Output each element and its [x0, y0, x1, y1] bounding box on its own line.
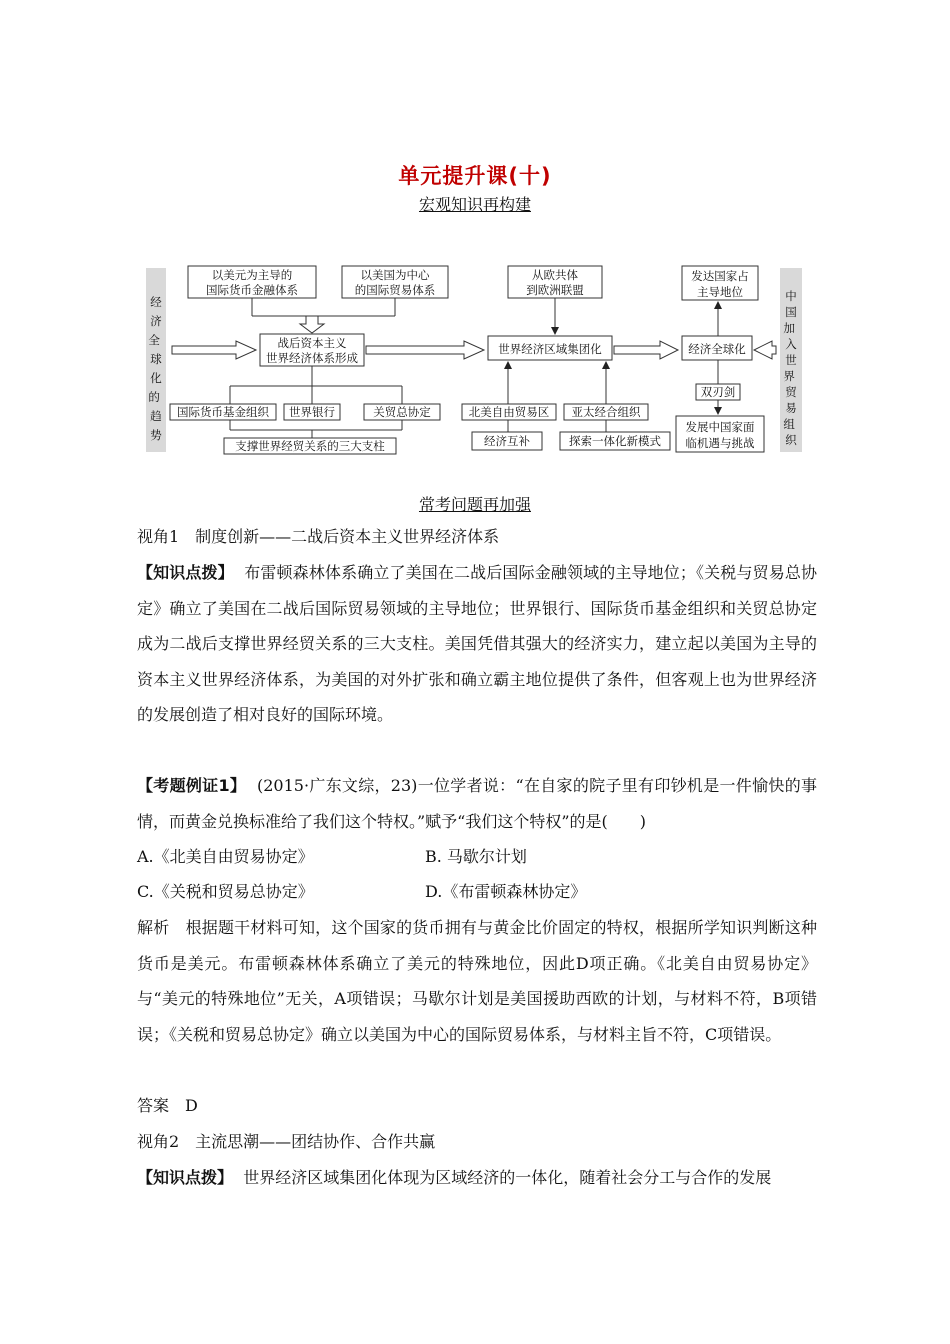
option-d: D.《布雷顿森林协定》 — [425, 882, 587, 901]
view2-knowledge-paragraph — [137, 1160, 817, 1196]
label-eu-1: 从欧共体 — [532, 268, 578, 282]
label-sword: 双刃剑 — [700, 385, 736, 399]
view1-heading: 视角1 制度创新——二战后资本主义世界经济体系 — [137, 527, 500, 546]
example-paragraph — [137, 768, 817, 839]
page-subtitle: 宏观知识再构建 — [418, 195, 531, 214]
analysis-paragraph: 解析 根据题干材料可知，这个国家的货币拥有与黄金比价固定的特权，根据所学知识判断这种货币是美元。布雷顿森林体系确立了美元的特殊地位，因此D项正确。《北美自由贸易协定》与“美元的特殊地位”无关，A项错误；马歇尔计划是美国援助西欧的计划，与材料不符，B项错误；《关税和贸易总协定》确立以美国为中心的国际贸易体系，与材料主旨不符，C项错误。 — [137, 918, 817, 1044]
label-apec: 亚太经合组织 — [571, 405, 641, 419]
label-world-bank: 世界银行 — [289, 405, 335, 419]
label-trade-2: 的国际贸易体系 — [354, 283, 436, 297]
label-postwar-1: 战后资本主义 — [277, 336, 347, 350]
view1-knowledge-text: 布雷顿森林体系确立了美国在二战后国际金融领域的主导地位；《关税与贸易总协定》确立了美国在二战后国际贸易领域的主导地位；世界银行、国际货币基金组织和关贸总协定成为二战后支撑世界经贸关系的三大支柱。美国凭借其强大的经济实力，建立起以美国为主导的资本主义世界经济体系，为美国的对外扩张和确立霸主地位提供了条件，但客观上也为世界经济的发展创造了相对良好的国际环境。 — [137, 563, 817, 725]
label-developed-1: 发达国家占 — [691, 269, 749, 283]
answer: 答案 D — [137, 1096, 198, 1115]
label-new-model: 探索一体化新模式 — [569, 434, 661, 448]
option-c: C.《关税和贸易总协定》 — [137, 882, 314, 901]
label-pillars: 支撑世界经贸关系的三大支柱 — [235, 439, 385, 453]
view1-knowledge-paragraph — [137, 555, 817, 733]
label-dollar-2: 国际货币金融体系 — [206, 283, 298, 297]
view2-knowledge-text: 世界经济区域集团化体现为区域经济的一体化，随着社会分工与合作的发展 — [243, 1168, 772, 1187]
knowledge-label-2: 【知识点拨】 — [137, 1168, 234, 1187]
view2-heading: 视角2 主流思潮——团结协作、合作共赢 — [137, 1132, 436, 1151]
left-side-label: 经济全 球化的 趋势 — [148, 295, 162, 442]
section-title: 常考问题再加强 — [418, 495, 531, 514]
label-china-1: 发展中国家面 — [685, 420, 755, 434]
label-regional: 世界经济区域集团化 — [498, 342, 602, 356]
label-eu-2: 到欧洲联盟 — [526, 283, 584, 297]
example-text: (2015·广东文综，23)一位学者说：“在自家的院子里有印钞机是一件愉快的事情，而黄金兑换标准给了我们这个特权。”赋予“我们这个特权”的是( ) — [137, 776, 817, 831]
knowledge-diagram — [140, 258, 810, 456]
option-b: B. 马歇尔计划 — [425, 847, 527, 866]
page-title: 单元提升课(十) — [398, 164, 552, 188]
right-side-label: 中国加 入世界 贸易组 织 — [783, 289, 797, 447]
label-nafta: 北美自由贸易区 — [468, 405, 550, 419]
label-china-2: 临机遇与挑战 — [685, 436, 755, 450]
label-developed-2: 主导地位 — [697, 285, 743, 299]
option-a: A.《北美自由贸易协定》 — [137, 847, 314, 866]
label-postwar-2: 世界经济体系形成 — [266, 351, 358, 365]
knowledge-label: 【知识点拨】 — [137, 563, 234, 582]
label-dollar-1: 以美元为主导的 — [211, 268, 293, 282]
label-imf: 国际货币基金组织 — [177, 405, 269, 419]
label-globalization: 经济全球化 — [688, 342, 746, 356]
label-gatt: 关贸总协定 — [373, 405, 431, 419]
label-complement: 经济互补 — [484, 434, 530, 448]
label-trade-1: 以美国为中心 — [360, 268, 430, 282]
example-label: 【考题例证1】 — [137, 776, 247, 795]
